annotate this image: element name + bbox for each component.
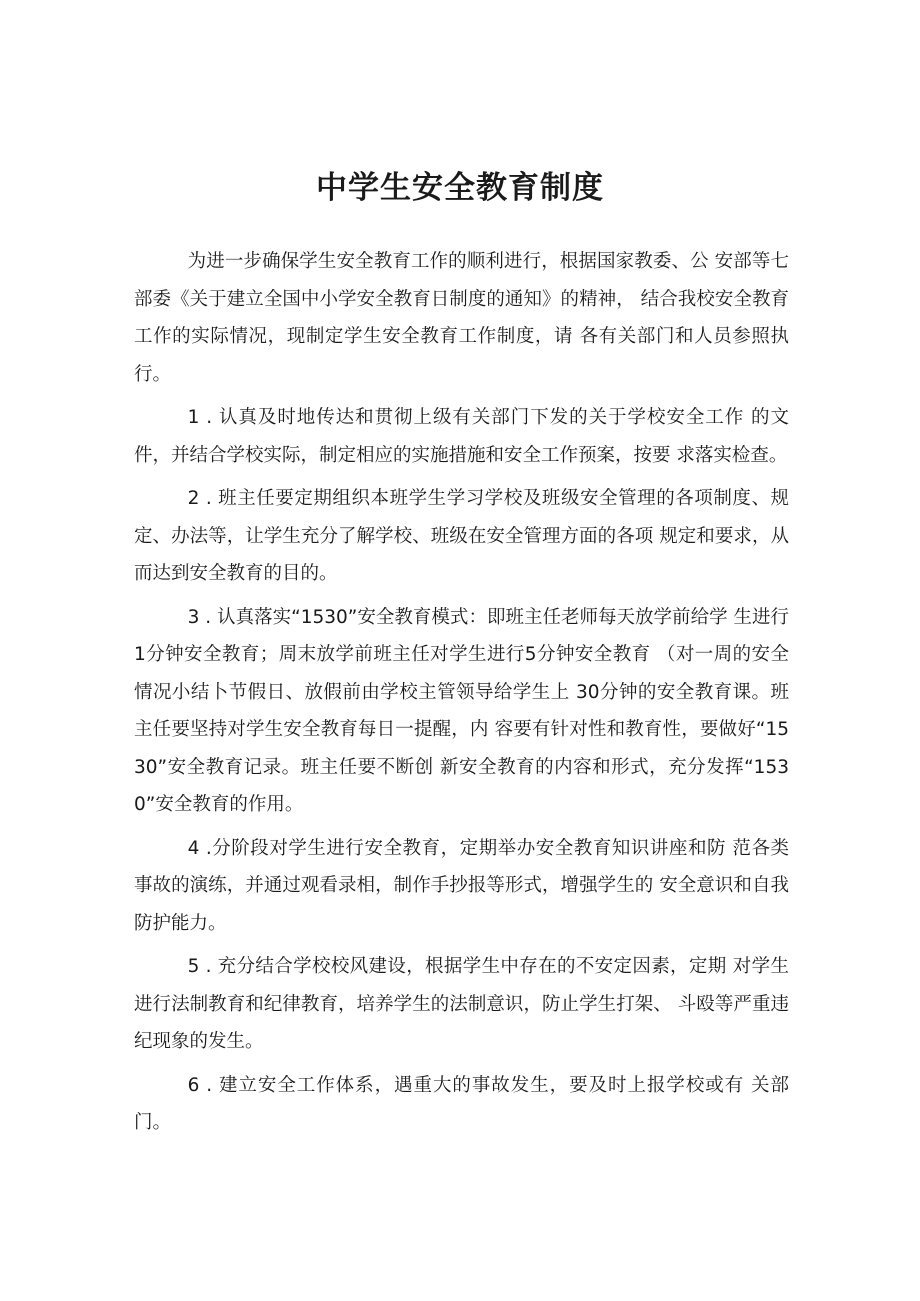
rule-paragraph-3: 3 . 认真落实“1530”安全教育模式：即班主任老师每天放学前给学 生进行1分钟安全教育；周末放学前班主任对学生进行5分钟安全教育 （对一周的安全情况小结卜节假日、放假前由学校主管领导给学生上 30分钟的安全教育课。班主任要坚持对学生安全教育每日一提醒，内 容要有针对性和教育性，要做好“1530”安全教育记录。班主任要不断创 新安全教育的内容和形式，充分发挥“1530”安全教育的作用。 — [134, 606, 789, 815]
rule-paragraph-1: 1 . 认真及时地传达和贯彻上级有关部门下发的关于学校安全工作 的文件，并结合学校实际，制定相应的实施措施和安全工作预案，按要 求落实检查。 — [134, 407, 789, 466]
document-title: 中学生安全教育制度 — [316, 170, 604, 206]
rule-paragraph-6: 6 . 建立安全工作体系，遇重大的事故发生，要及时上报学校或有 关部门。 — [134, 1074, 789, 1133]
intro-paragraph: 为进一步确保学生安全教育工作的顺利进行，根据国家教委、公 安部等七部委《关于建立全国中小学安全教育日制度的通知》的精神， 结合我校安全教育工作的实际情况，现制定学生安全教育工作制度，请 各有关部门和人员参照执行。 — [134, 251, 789, 385]
rule-paragraph-4: 4 .分阶段对学生进行安全教育，定期举办安全教育知识讲座和防 范各类事故的演练，并通过观看录相，制作手抄报等形式，增强学生的 安全意识和自我防护能力。 — [134, 837, 789, 934]
rule-paragraph-2: 2 . 班主任要定期组织本班学生学习学校及班级安全管理的各项制度、规定、办法等，让学生充分了解学校、班级在安全管理方面的各项 规定和要求，从而达到安全教育的目的。 — [134, 488, 789, 584]
rule-paragraph-5: 5 . 充分结合学校校风建设，根据学生中存在的不安定因素，定期 对学生进行法制教育和纪律教育，培养学生的法制意识，防止学生打架、 斗殴等严重违纪现象的发生。 — [134, 956, 789, 1052]
document-body — [134, 243, 789, 1148]
